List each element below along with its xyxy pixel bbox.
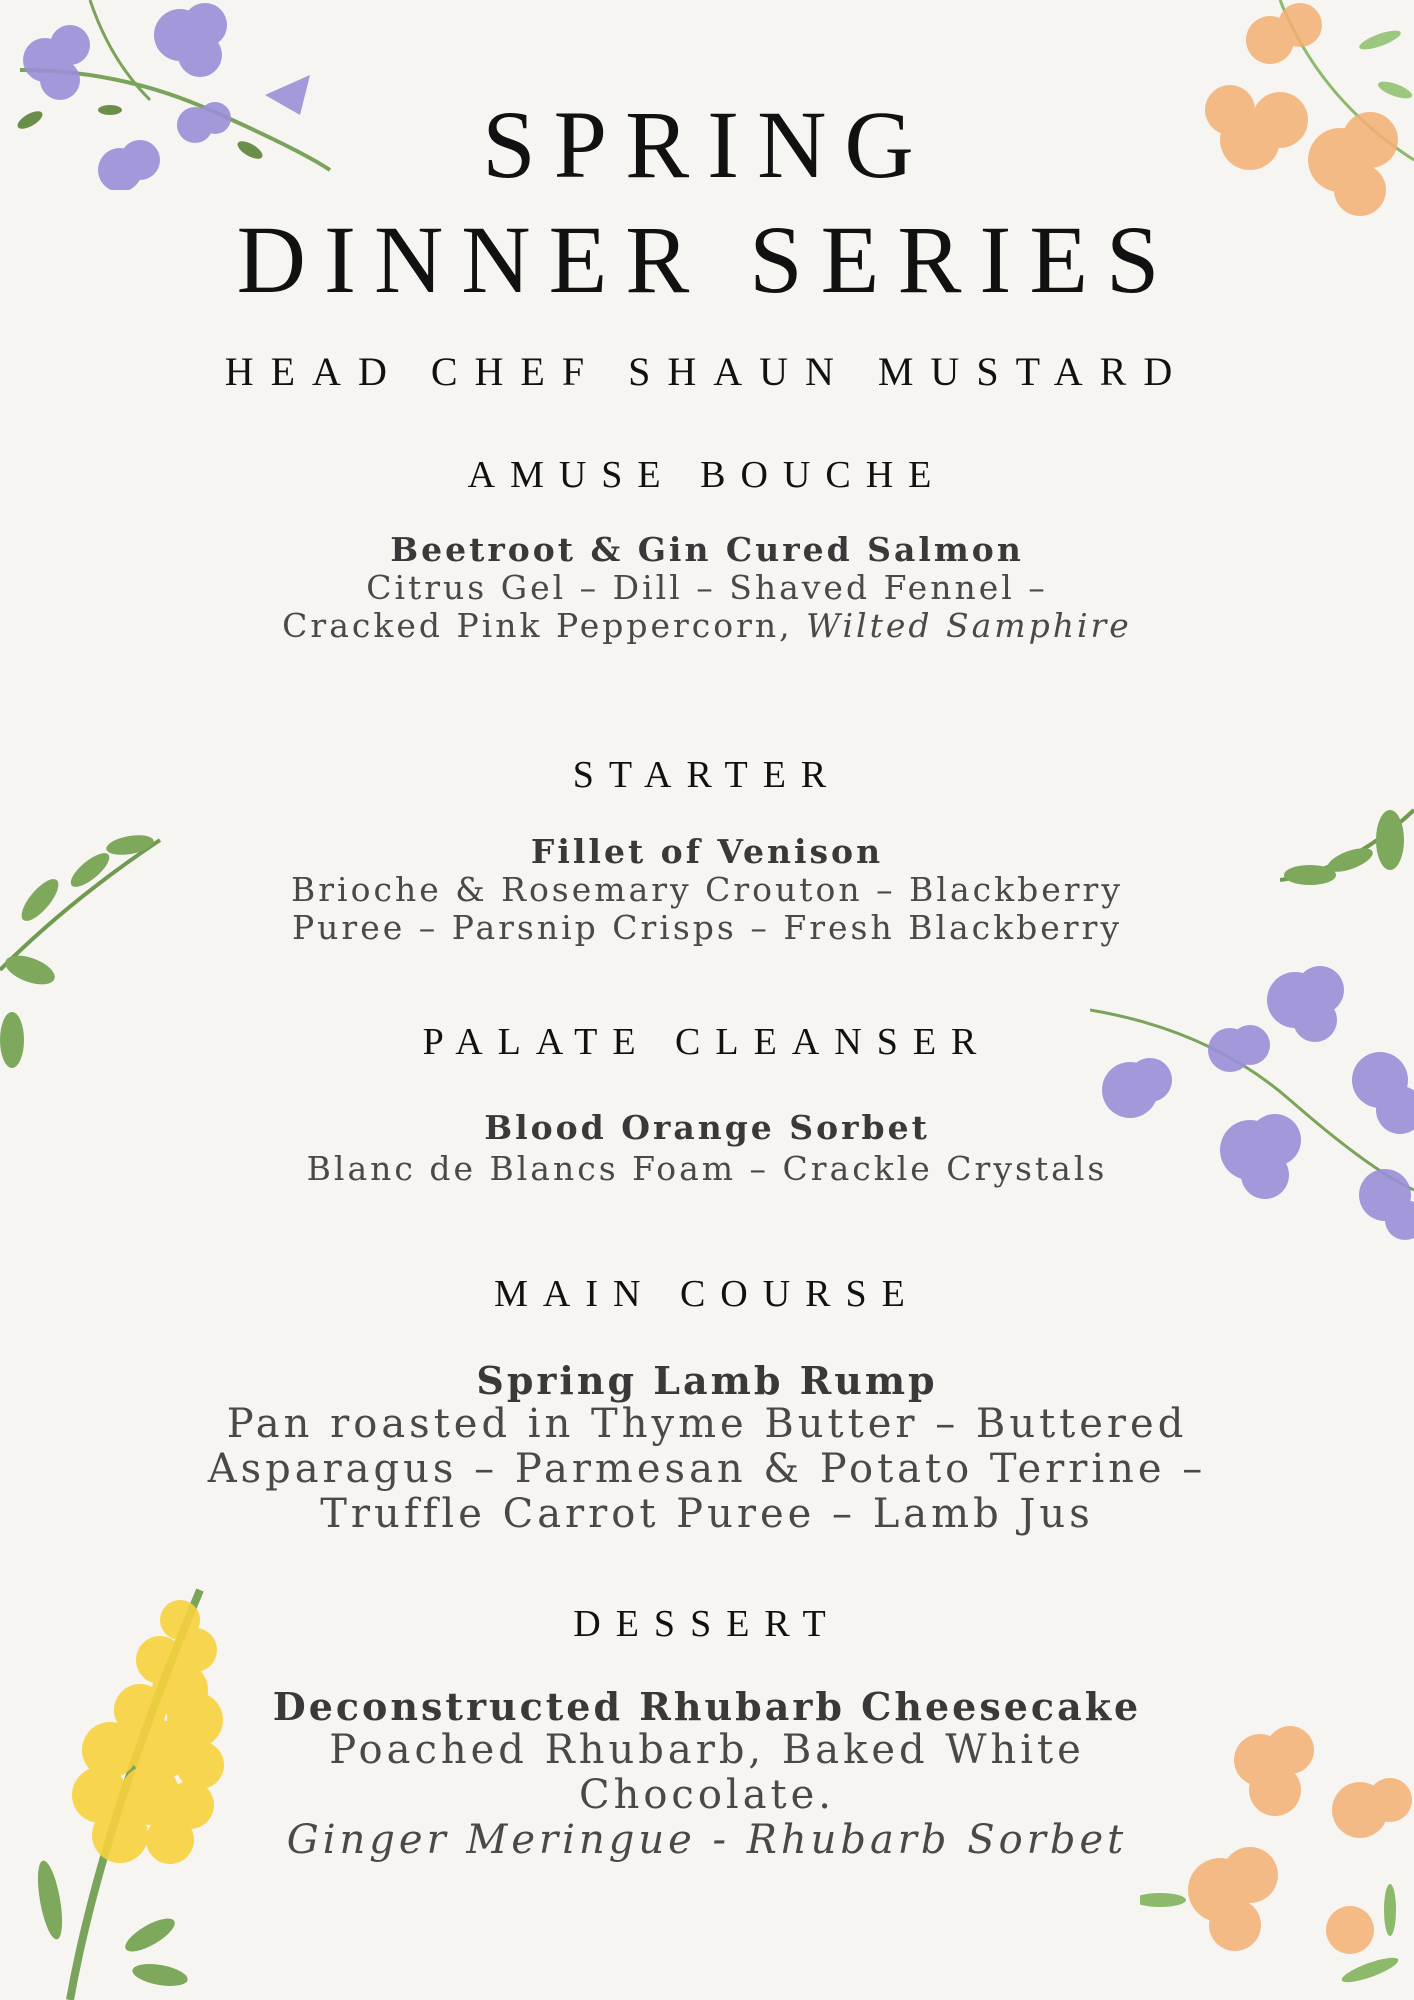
course-heading-starter: STARTER [572,754,842,796]
course-heading-dessert: DESSERT [573,1603,841,1645]
dish-name: Deconstructed Rhubarb Cheesecake [272,1684,1142,1729]
course-heading-main-course: MAIN COURSE [494,1273,920,1315]
dish-description: Asparagus – Parmesan & Potato Terrine – [207,1446,1207,1492]
dish-description: Citrus Gel – Dill – Shaved Fennel – [366,568,1048,607]
title-line-1: SPRING [482,91,932,198]
dish-description: Chocolate. [578,1772,836,1818]
dish-name: Spring Lamb Rump [476,1358,938,1403]
dish-description-italic: Ginger Meringue - Rhubarb Sorbet [286,1817,1128,1863]
dish-name: Beetroot & Gin Cured Salmon [390,530,1024,569]
title-line-2: DINNER SERIES [236,206,1178,313]
head-chef-line: HEAD CHEF SHAUN MUSTARD [224,349,1190,394]
dish-description [0,607,1414,645]
dish-description-text: Cracked Pink Peppercorn, [282,606,807,645]
dish-description: Blanc de Blancs Foam – Crackle Crystals [306,1149,1108,1188]
dish-name: Blood Orange Sorbet [484,1108,930,1147]
course-heading-amuse-bouche: AMUSE BOUCHE [467,454,947,496]
dish-name: Fillet of Venison [530,832,884,871]
dish-description: Pan roasted in Thyme Butter – Buttered [226,1401,1188,1447]
dish-description: Puree – Parsnip Crisps – Fresh Blackberry [291,908,1123,947]
dish-description: Poached Rhubarb, Baked White [329,1727,1085,1773]
dish-description: Brioche & Rosemary Crouton – Blackberry [291,870,1123,909]
purple-flowers-icon [1090,950,1414,1250]
dish-description: Truffle Carrot Puree – Lamb Jus [320,1491,1094,1537]
course-heading-palate-cleanser: PALATE CLEANSER [422,1021,992,1063]
dish-description-italic: Wilted Samphire [806,606,1132,645]
